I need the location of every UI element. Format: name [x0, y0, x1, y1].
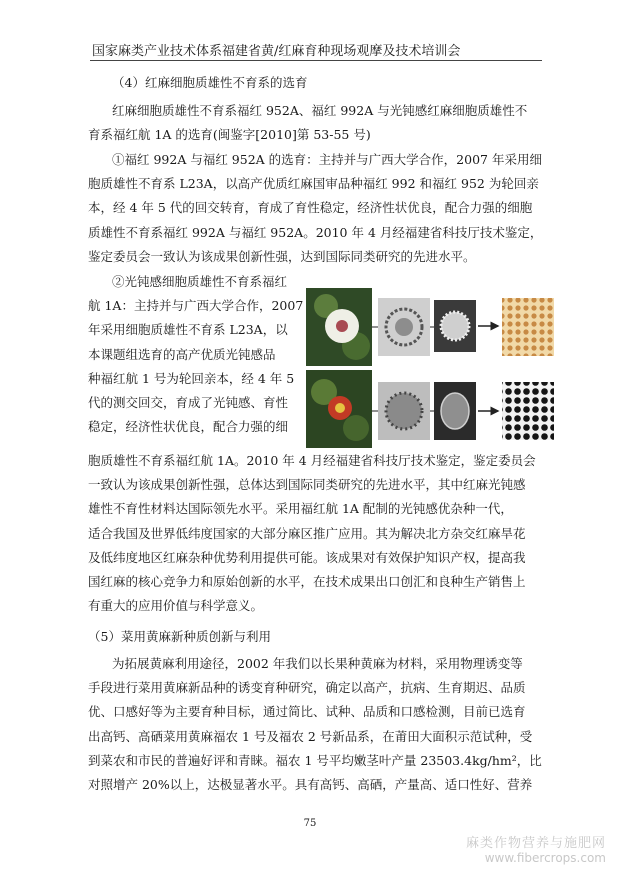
text-line: 稳定，经济性状优良，配合力强的细 — [88, 419, 289, 435]
text-line: 手段进行菜用黄麻新品种的诱变育种研究，确定以高产，抗病、生育期迟、品质 — [88, 680, 526, 696]
text-line: 为拓展黄麻利用途径，2002 年我们以长果种黄麻为材料，采用物理诱变等 — [112, 656, 523, 671]
sem-pollen-bottom — [434, 382, 476, 440]
text-line: 本课题组选育的高产优质光钝感品 — [88, 346, 276, 362]
section-4-intro — [88, 99, 542, 147]
site-watermark — [466, 832, 606, 865]
header-rule — [90, 60, 542, 61]
section-4-item-2-continued — [88, 449, 542, 618]
watermark-url: www.fibercrops.com — [484, 851, 606, 865]
section-5-heading: （5）菜用黄麻新种质创新与利用 — [88, 629, 271, 644]
text-line: ②光钝感细胞质雄性不育系福红 — [112, 274, 288, 289]
text-line: 质雄性不育系福红 992A 与福红 952A。2010 年 4 月经福建省科技厅技术鉴定， — [88, 224, 543, 240]
flower-photo-top — [306, 288, 372, 366]
text-line: 红麻细胞质雄性不育系福红 952A、福红 992A 与光钝感红麻细胞质雄性不 — [112, 103, 528, 118]
text-line: 雄性不育性材料达国际领先水平。采用福红航 1A 配制的光钝感优杂种一代， — [88, 501, 513, 517]
text-line: ①福红 992A 与福红 952A 的选育：主持并与广西大学合作，2007 年采用细 — [112, 152, 542, 167]
micrograph-bottom — [378, 382, 430, 440]
text-line: 一致认为该成果创新性强，总体达到国际同类研究的先进水平，其中红麻光钝感 — [88, 477, 526, 493]
flower-photo-bottom — [306, 370, 372, 448]
section-4-item-2 — [88, 270, 304, 439]
section-5-paragraph — [88, 652, 542, 797]
text-line: 航 1A：主持并与广西大学合作，2007 — [88, 298, 304, 314]
text-line: 有重大的应用价值与科学意义。 — [88, 598, 264, 614]
running-header: 国家麻类产业技术体系福建省黄/红麻育种现场观摩及技术培训会 — [92, 44, 461, 59]
text-line: 对照增产 20%以上，达极显著水平。具有高钙、高硒，产量高、适口性好、营养 — [88, 777, 533, 793]
text-line: 代的测交回交，育成了光钝感、育性 — [88, 395, 289, 411]
text-line: 到菜农和市民的普遍好评和青睐。福农 1 号平均嫩茎叶产量 23503.4kg/hm²，比 — [88, 752, 542, 768]
text-line: 年采用细胞质雄性不育系 L23A，以 — [88, 322, 288, 338]
text-line: 种福红航 1 号为轮回亲本，经 4 年 5 — [88, 370, 295, 386]
text-line: 胞质雄性不育系福红航 1A。2010 年 4 月经福建省科技厅技术鉴定，鉴定委员会 — [88, 453, 536, 468]
micrograph-top — [378, 298, 430, 356]
text-line: 及低纬度地区红麻杂种优势利用提供可能。该成果对有效保护知识产权，提高我 — [88, 549, 526, 565]
text-line: 优、口感好等为主要育种目标，通过简比、试种、品质和口感检测，目前已选育 — [88, 704, 526, 720]
text-line: 鉴定委员会一致认为该成果创新性强，达到国际同类研究的先进水平。 — [88, 248, 476, 264]
stained-pollen-top — [502, 298, 554, 356]
text-line: 出高钙、高硒菜用黄麻福农 1 号及福农 2 号新品系，在莆田大面积示范试种，受 — [88, 728, 533, 744]
sem-pollen-top — [434, 300, 476, 352]
text-line: 胞质雄性不育系 L23A，以高产优质红麻国审品种福红 992 和福红 952 为轮回亲 — [88, 176, 539, 192]
section-4-heading: （4）红麻细胞质雄性不育系的选育 — [112, 75, 308, 90]
text-line: 本，经 4 年 5 代的回交转育，育成了育性稳定，经济性状优良，配合力强的细胞 — [88, 200, 533, 216]
watermark-text: 麻类作物营养与施肥网 — [465, 836, 606, 851]
text-line: 育系福红航 1A 的选育(闽鉴字[2010]第 53-55 号) — [88, 127, 371, 143]
section-4-item-1 — [88, 148, 542, 269]
text-line: 适合我国及世界低纬度国家的大部分麻区推广应用。其为解决北方杂交红麻旱花 — [88, 525, 526, 541]
text-line: 国红麻的核心竞争力和原始创新的水平，在技术成果出口创汇和良种生产销售上 — [88, 574, 526, 590]
sterility-figure — [306, 288, 554, 448]
page-number: 75 — [303, 818, 317, 829]
stained-pollen-bottom — [502, 382, 554, 440]
